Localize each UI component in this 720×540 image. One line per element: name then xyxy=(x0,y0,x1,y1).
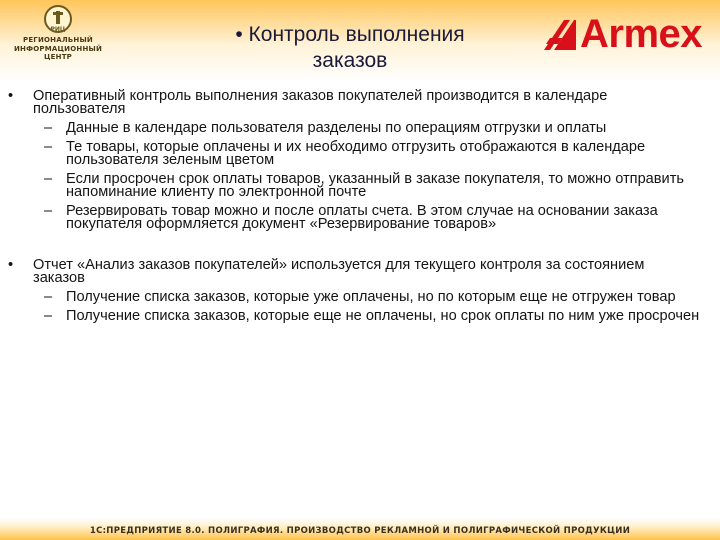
ric-logo-line-3: ЦЕНТР xyxy=(43,53,73,61)
sub-item xyxy=(0,291,702,304)
bullet-text: Отчет «Анализ заказов покупателей» используется для текущего контроля за состоянием заказов xyxy=(33,257,645,286)
ric-logo-line-1: РЕГИОНАЛЬНЫЙ xyxy=(23,36,93,44)
ric-logo-text xyxy=(8,36,108,62)
ric-abbr: РИЦ xyxy=(50,26,66,33)
ric-logo-line-2: ИНФОРМАЦИОННЫЙ xyxy=(13,44,103,53)
slide-title-line-2: заказов xyxy=(312,49,388,72)
armex-logo xyxy=(540,12,718,62)
slide-body xyxy=(0,90,720,323)
ric-emblem-icon xyxy=(43,4,73,34)
sub-item xyxy=(0,141,702,167)
sub-item xyxy=(0,173,702,199)
slide-title-line-1: • Контроль выполнения xyxy=(235,23,465,46)
armex-mark-icon xyxy=(544,20,576,50)
sub-item-text: Резервировать товар можно и после оплаты счета. В этом случае на основании заказа покупателя оформляется документ «Резервирование товаров» xyxy=(66,203,658,232)
sub-item-text: Получение списка заказов, которые еще не оплачены, но срок оплаты по ним уже просрочен xyxy=(66,308,700,324)
sub-item-text: Те товары, которые оплачены и их необходимо отгрузить отображаются в календаре пользователя зеленым цветом xyxy=(66,139,646,168)
bullet-text: Оперативный контроль выполнения заказов покупателей производится в календаре пользователя xyxy=(33,88,608,117)
spacer xyxy=(0,231,720,259)
ric-logo xyxy=(8,4,108,74)
sub-item-text: Данные в календаре пользователя разделены по операциям отгрузки и оплаты xyxy=(66,120,607,136)
footer-text: 1С:ПРЕДПРИЯТИЕ 8.0. ПОЛИГРАФИЯ. ПРОИЗВОДСТВО РЕКЛАМНОЙ И ПОЛИГРАФИЧЕСКОЙ ПРОДУКЦИИ xyxy=(89,526,631,536)
dash-marker: – xyxy=(44,139,53,155)
dash-marker: – xyxy=(44,203,53,219)
bullet-item xyxy=(0,90,690,116)
sub-item-text: Если просрочен срок оплаты товаров, указанный в заказе покупателя, то можно отправить напоминание клиенту по электронной почте xyxy=(66,171,684,200)
sub-item xyxy=(0,205,702,231)
dash-marker: – xyxy=(44,308,53,324)
bullet-marker: • xyxy=(8,88,14,104)
bullet-marker: • xyxy=(8,257,14,273)
sub-item xyxy=(0,310,702,323)
sub-item-text: Получение списка заказов, которые уже оплачены, но по которым еще не отгружен товар xyxy=(66,289,676,305)
bullet-item xyxy=(0,259,690,285)
sub-item xyxy=(0,122,702,135)
slide-title xyxy=(140,22,560,74)
dash-marker: – xyxy=(44,120,53,136)
armex-wordmark: Armex xyxy=(580,12,703,56)
slide-header xyxy=(0,0,720,82)
dash-marker: – xyxy=(44,171,53,187)
dash-marker: – xyxy=(44,289,53,305)
slide-footer xyxy=(0,518,720,540)
